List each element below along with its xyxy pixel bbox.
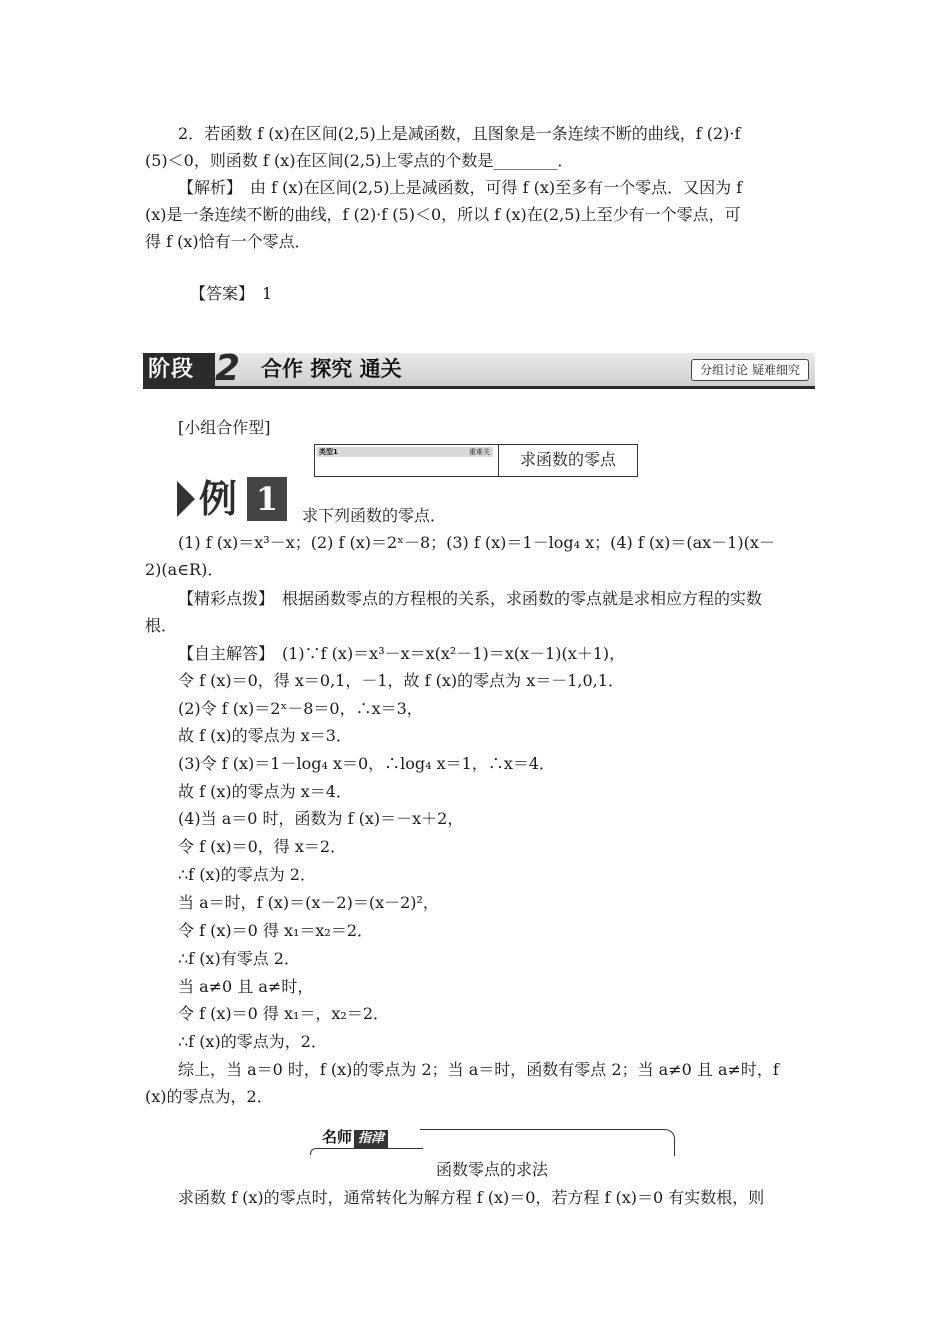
- teacher-note-label: [322, 1126, 388, 1148]
- example-prompt: 求下列函数的零点．: [302, 506, 447, 525]
- group-label: [小组合作型]: [178, 418, 271, 437]
- teacher-note-left-line: [310, 1148, 423, 1155]
- solution-line: ∴f (x)的零点为 2．: [178, 865, 316, 884]
- stage-banner: [143, 348, 815, 389]
- example-arrow-icon: [177, 481, 195, 517]
- solution-line: 当 a≠0 且 a≠时，: [178, 977, 314, 996]
- solution-line: (2)令 f (x)＝2ˣ－8＝0，∴x＝3，: [178, 699, 423, 718]
- type-box-left: [315, 445, 499, 476]
- example-questions-line-2: 2)(a∈R)．: [145, 560, 224, 579]
- solution-line: (4)当 a＝0 时，函数为 f (x)＝－x＋2，: [178, 809, 464, 828]
- teacher-note-line-1: 求函数 f (x)的零点时，通常转化为解方程 f (x)＝0，若方程 f (x)＝0 有实数根，则: [178, 1188, 765, 1207]
- solution-line: 令 f (x)＝0 得 x₁＝，x₂＝2．: [178, 1004, 390, 1023]
- analysis-line-1: 【解析】 由 f (x)在区间(2,5)上是减函数，可得 f (x)至多有一个零点．又因为 f: [178, 178, 743, 197]
- solution-line: 令 f (x)＝0，得 x＝2．: [178, 837, 347, 856]
- solution-line: 【自主解答】 (1)∵f (x)＝x³－x＝x(x²－1)＝x(x－1)(x＋1)，: [178, 644, 626, 663]
- type-sublabel: 重难关: [469, 448, 490, 456]
- teacher-note-label-b: 指津: [354, 1130, 388, 1148]
- question-2-line-1: 2．若函数 f (x)在区间(2,5)上是减函数，且图象是一条连续不断的曲线，f (2)·f: [178, 124, 741, 143]
- example-number: 1: [247, 477, 287, 521]
- solution-line: 当 a＝时，f (x)＝(x－2)＝(x－2)²，: [178, 893, 439, 912]
- solution-line: ∴f (x)有零点 2．: [178, 949, 300, 968]
- type-box: [314, 444, 638, 477]
- analysis-line-3: 得 f (x)恰有一个零点．: [145, 232, 311, 251]
- answer-line: 【答案】 1: [190, 284, 273, 303]
- example-char: 例: [199, 477, 238, 521]
- type-label: 类型1: [319, 448, 338, 456]
- stage-badge: 分组讨论 疑难细究: [691, 359, 809, 381]
- question-2-line-2: (5)＜0，则函数 f (x)在区间(2,5)上零点的个数是________．: [145, 151, 574, 170]
- solution-summary-line-2: (x)的零点为，2．: [145, 1087, 273, 1106]
- stage-number: 2: [215, 348, 241, 389]
- example-questions-line-1: (1) f (x)＝x³－x；(2) f (x)＝2ˣ－8；(3) f (x)＝1－log₄ x；(4) f (x)＝(ax－1)(x－: [178, 533, 775, 552]
- stage-label: 阶段: [143, 353, 215, 386]
- example-badge: [177, 477, 287, 521]
- teacher-note-frame: [310, 1126, 676, 1154]
- tip-line-2: 根．: [145, 616, 178, 635]
- stage-title: 合作 探究 通关: [261, 357, 402, 381]
- solution-summary-line-1: 综上，当 a＝0 时，f (x)的零点为 2；当 a＝时，函数有零点 2；当 a≠0 且 a≠时，f: [178, 1060, 779, 1079]
- solution-line: 令 f (x)＝0，得 x＝0,1，－1，故 f (x)的零点为 x＝－1,0,1．: [178, 671, 624, 690]
- teacher-note-label-a: 名师: [322, 1128, 353, 1146]
- tip-line-1: 【精彩点拨】 根据函数零点的方程根的关系，求函数的零点就是求相应方程的实数: [178, 589, 763, 608]
- solution-line: 故 f (x)的零点为 x＝4．: [178, 782, 352, 801]
- solution-line: ∴f (x)的零点为，2．: [178, 1032, 327, 1051]
- type-title: 求函数的零点: [520, 450, 617, 469]
- solution-line: 故 f (x)的零点为 x＝3．: [178, 726, 352, 745]
- teacher-note-heading: 函数零点的求法: [436, 1160, 549, 1179]
- solution-line: (3)令 f (x)＝1－log₄ x＝0，∴log₄ x＝1，∴x＝4．: [178, 754, 556, 773]
- analysis-line-2: (x)是一条连续不断的曲线，f (2)·f (5)＜0，所以 f (x)在(2,5)上至少有一个零点，可: [145, 205, 741, 224]
- teacher-note-curve: [420, 1129, 675, 1156]
- solution-line: 令 f (x)＝0 得 x₁＝x₂＝2．: [178, 921, 374, 940]
- type-strip: [317, 447, 493, 457]
